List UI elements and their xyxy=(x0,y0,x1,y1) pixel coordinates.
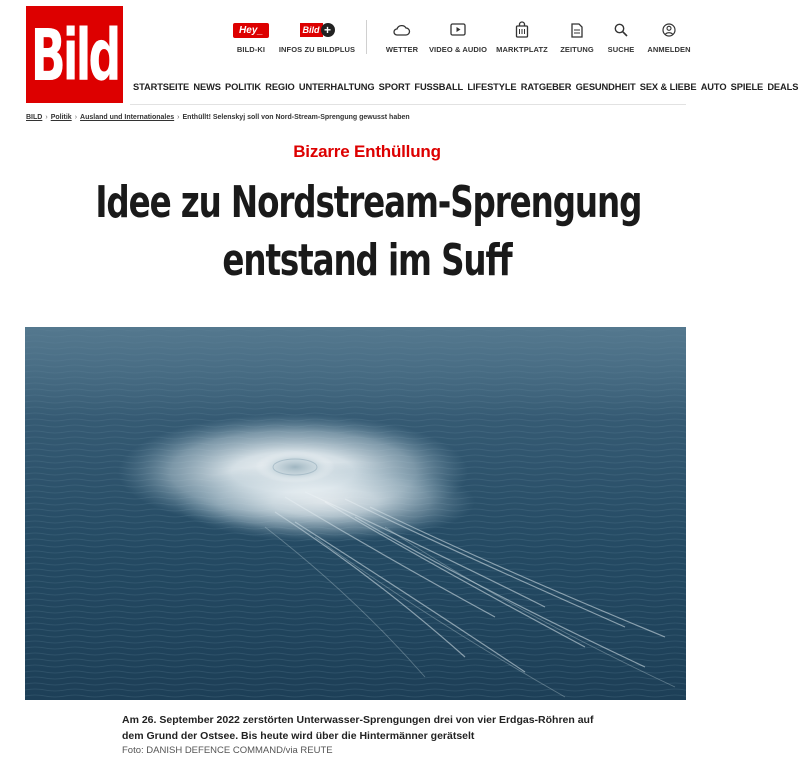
nav-politik[interactable]: POLITIK xyxy=(225,82,262,92)
breadcrumb-separator: › xyxy=(177,114,180,121)
nav-auto[interactable]: AUTO xyxy=(700,82,727,92)
logo-text: Bild xyxy=(30,12,119,97)
breadcrumb-politik[interactable]: Politik xyxy=(50,114,72,121)
hero-image[interactable] xyxy=(25,327,686,700)
nav-news[interactable]: NEWS xyxy=(193,82,221,92)
play-icon xyxy=(450,23,466,37)
infos-bildplus-label: INFOS ZU BILDPLUS xyxy=(278,45,356,54)
breadcrumb-separator: › xyxy=(45,114,48,121)
nav-unterhaltung[interactable]: UNTERHALTUNG xyxy=(298,82,375,92)
article-headline xyxy=(0,174,734,290)
search-icon xyxy=(614,23,628,37)
image-caption: Am 26. September 2022 zerstörten Unterwasser-Sprengungen drei von vier Erdgas-Röhren auf dem Grund der Ostsee. Bis heute wird über die Hintermänner gerätselt xyxy=(122,714,594,742)
hey-badge-icon: Hey_ xyxy=(233,23,269,38)
headline-line-1: Idee zu Nordstream-Sprengung xyxy=(95,177,642,228)
bag-icon xyxy=(515,22,529,38)
bildplus-badge-text: Bild xyxy=(300,23,323,37)
suche-label: SUCHE xyxy=(607,45,635,54)
nav-startseite[interactable]: STARTSEITE xyxy=(133,82,190,92)
breadcrumb-separator: › xyxy=(74,114,78,121)
header-divider xyxy=(366,20,367,54)
nav-fussball[interactable]: FUSSBALL xyxy=(414,82,464,92)
breadcrumb xyxy=(26,114,410,121)
headline-line-2: entstand im Suff xyxy=(222,235,512,286)
breadcrumb-current: Enthüllt! Selenskyj soll von Nord-Stream-Sprengung gewusst haben xyxy=(182,114,410,121)
zeitung-label: ZEITUNG xyxy=(560,45,594,54)
main-nav xyxy=(133,82,803,92)
article-kicker: Bizarre Enthüllung xyxy=(293,142,441,161)
anmelden-label: ANMELDEN xyxy=(647,45,691,54)
nav-lifestyle[interactable]: LIFESTYLE xyxy=(467,82,517,92)
top-icon-bar xyxy=(0,18,734,62)
breadcrumb-bild[interactable]: BILD xyxy=(26,114,43,121)
cloud-icon xyxy=(393,23,411,37)
nav-ratgeber[interactable]: RATGEBER xyxy=(520,82,572,92)
user-icon xyxy=(662,23,676,37)
wetter-label: WETTER xyxy=(385,45,419,54)
sea-gas-leak-illustration xyxy=(25,327,686,700)
nav-sport[interactable]: SPORT xyxy=(378,82,411,92)
nav-spiele[interactable]: SPIELE xyxy=(730,82,764,92)
bildplus-icon: Bild + xyxy=(300,23,335,37)
nav-regio[interactable]: REGIO xyxy=(265,82,295,92)
nav-divider xyxy=(130,104,686,105)
marktplatz-label: MARKTPLATZ xyxy=(496,45,548,54)
nav-gesundheit[interactable]: GESUNDHEIT xyxy=(575,82,636,92)
anmelden-link[interactable] xyxy=(629,18,709,54)
nav-deals[interactable]: DEALS xyxy=(767,82,799,92)
video-audio-label: VIDEO & AUDIO xyxy=(428,45,488,54)
breadcrumb-ausland[interactable]: Ausland und Internationales xyxy=(80,114,175,121)
bild-ki-label: BILD-KI xyxy=(236,45,266,54)
nav-sex-liebe[interactable]: SEX & LIEBE xyxy=(639,82,697,92)
photo-credit: Foto: DANISH DEFENCE COMMAND/via REUTE xyxy=(122,745,333,756)
infos-bildplus-link[interactable] xyxy=(277,18,357,54)
